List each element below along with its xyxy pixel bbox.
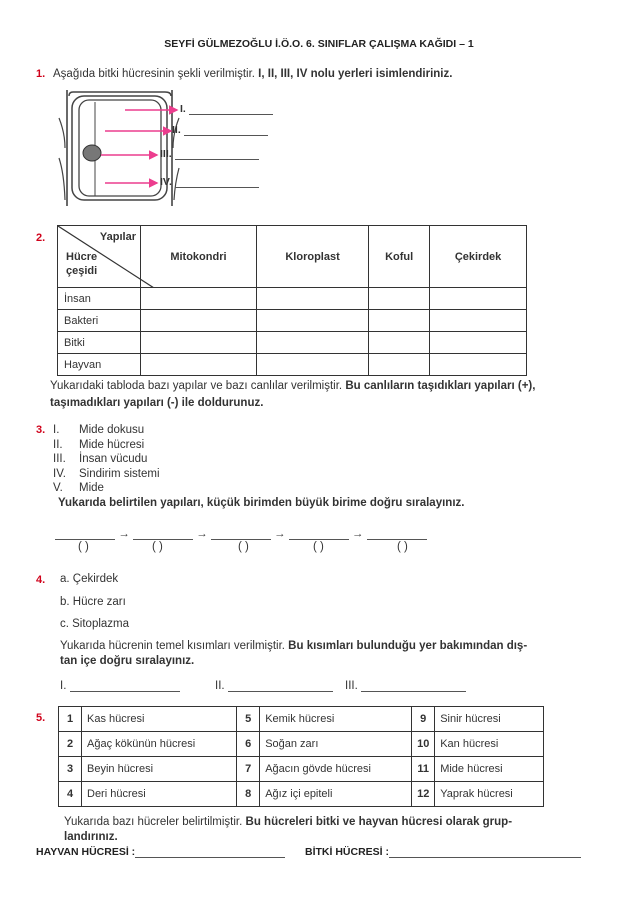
- label-II: II.: [172, 124, 268, 136]
- table-corner-header: Yapılar Hücre çeşidi: [58, 226, 141, 288]
- answer-cell[interactable]: [369, 310, 430, 332]
- paren-2[interactable]: ( ): [152, 541, 163, 553]
- paren-1[interactable]: ( ): [78, 541, 89, 553]
- cell-item: Mide hücresi: [435, 757, 544, 782]
- table-row: 4 Deri hücresi 8 Ağız içi epiteli 12 Yaprak hücresi: [59, 782, 544, 807]
- answer-blank-IV[interactable]: [175, 177, 259, 188]
- animal-cell-blank[interactable]: [135, 847, 285, 858]
- order-blank-2[interactable]: [133, 529, 193, 540]
- cell-item: Kas hücresi: [82, 707, 237, 732]
- cell-item: Ağaç kökünün hücresi: [82, 732, 237, 757]
- arrow-icon: →: [196, 528, 208, 540]
- answer-cell[interactable]: [430, 288, 527, 310]
- list-item: IV. Sindirim sistemi: [53, 467, 160, 480]
- cell-item: Ağız içi epiteli: [260, 782, 412, 807]
- order-answer-row: [55, 528, 427, 540]
- list-item: III. İnsan vücudu: [53, 453, 148, 465]
- animal-cell-answer: HAYVAN HÜCRESİ :: [36, 846, 285, 858]
- list-item: V. Mide: [53, 482, 104, 494]
- q4-item-b: b. Hücre zarı: [60, 596, 126, 608]
- table-row: 1 Kas hücresi 5 Kemik hücresi 9 Sinir hücresi: [59, 707, 544, 732]
- col-header-mitochondria: Mitokondri: [141, 226, 257, 288]
- plant-cell-blank[interactable]: [389, 847, 581, 858]
- structures-table: [57, 225, 527, 376]
- answer-cell[interactable]: [369, 332, 430, 354]
- answer-cell[interactable]: [256, 288, 368, 310]
- order-blank-5[interactable]: [367, 529, 427, 540]
- answer-cell[interactable]: [141, 354, 257, 376]
- arrow-icon: →: [351, 528, 364, 540]
- answer-blank[interactable]: [228, 681, 333, 692]
- answer-cell[interactable]: [256, 354, 368, 376]
- row-label: İnsan: [58, 288, 141, 310]
- order-blank-4[interactable]: [289, 529, 349, 540]
- question-5-text: Yukarıda bazı hücreler belirtilmiştir. Bu hücreleri bitki ve hayvan hücresi olarak grup- landırınız.: [64, 816, 513, 843]
- question-1-text: [53, 68, 452, 80]
- answer-cell[interactable]: [430, 310, 527, 332]
- table-row: 2 Ağaç kökünün hücresi 6 Soğan zarı 10 Kan hücresi: [59, 732, 544, 757]
- cell-item: Kan hücresi: [435, 732, 544, 757]
- answer-blank[interactable]: [361, 681, 466, 692]
- col-header-chloroplast: Kloroplast: [256, 226, 368, 288]
- list-item: I. Mide dokusu: [53, 424, 145, 436]
- question-5-number: 5.: [36, 712, 46, 724]
- answer-blank-II[interactable]: [184, 125, 268, 136]
- q4-blank-II: II.: [215, 680, 333, 692]
- table-row: [58, 354, 527, 376]
- plant-cell-answer: BİTKİ HÜCRESİ :: [305, 846, 581, 858]
- page-title: SEYFİ GÜLMEZOĞLU İ.Ö.O. 6. SINIFLAR ÇALIŞMA KAĞIDI – 1: [164, 38, 474, 50]
- question-3-number: 3.: [36, 424, 46, 436]
- cells-table: [58, 706, 544, 807]
- answer-cell[interactable]: [256, 332, 368, 354]
- row-label: Bitki: [58, 332, 141, 354]
- question-4-number: 4.: [36, 574, 46, 586]
- cell-item: Ağacın gövde hücresi: [260, 757, 412, 782]
- q4-item-c: c. Sitoplazma: [60, 618, 130, 630]
- question-1-text-bold: I, II, III, IV nolu yerleri isimlendiriniz.: [258, 68, 453, 80]
- answer-cell[interactable]: [430, 332, 527, 354]
- answer-cell[interactable]: [369, 354, 430, 376]
- answer-blank-III[interactable]: [175, 149, 259, 160]
- row-label: Hayvan: [58, 354, 141, 376]
- paren-5[interactable]: ( ): [397, 541, 408, 553]
- cell-item: Sinir hücresi: [435, 707, 544, 732]
- q4-blank-III: III.: [345, 680, 466, 692]
- cell-item: Soğan zarı: [260, 732, 412, 757]
- table-row: [58, 288, 527, 310]
- answer-cell[interactable]: [430, 354, 527, 376]
- table-row: [58, 310, 527, 332]
- answer-cell[interactable]: [256, 310, 368, 332]
- q4-item-a: a. Çekirdek: [60, 573, 119, 585]
- question-1-number: 1.: [36, 68, 46, 80]
- cell-item: Beyin hücresi: [82, 757, 237, 782]
- order-blank-3[interactable]: [211, 529, 271, 540]
- table-row: [58, 332, 527, 354]
- q4-blank-I: I.: [60, 680, 180, 692]
- question-1-text-normal: Aşağıda bitki hücresinin şekli verilmiştir.: [53, 68, 259, 80]
- arrow-icon: →: [274, 528, 286, 540]
- row-label: Bakteri: [58, 310, 141, 332]
- list-item: II. Mide hücresi: [53, 438, 145, 451]
- paren-3[interactable]: ( ): [238, 541, 249, 553]
- cell-item: Kemik hücresi: [260, 707, 412, 732]
- answer-cell[interactable]: [141, 310, 257, 332]
- col-header-nucleus: Çekirdek: [430, 226, 527, 288]
- label-I: I.: [180, 103, 273, 115]
- answer-blank[interactable]: [70, 681, 180, 692]
- question-4-text: Yukarıda hücrenin temel kısımları verilmiştir. Bu kısımları bulunduğu yer bakımından dış- tan içe doğru sıralayınız.: [60, 640, 528, 667]
- question-2-text: Yukarıdaki tabloda bazı yapılar ve bazı canlılar verilmiştir. Bu canlıların taşıdıkları yapıları (+), taşımadıkları yapıları (-) ile doldurunuz.: [50, 380, 536, 409]
- table-row: 3 Beyin hücresi 7 Ağacın gövde hücresi 11 Mide hücresi: [59, 757, 544, 782]
- paren-4[interactable]: ( ): [313, 541, 324, 553]
- answer-blank-I[interactable]: [189, 104, 273, 115]
- question-3-list: [53, 423, 160, 496]
- question-2-number: 2.: [36, 232, 46, 244]
- cell-item: Deri hücresi: [82, 782, 237, 807]
- arrow-icon: →: [118, 528, 130, 540]
- answer-cell[interactable]: [141, 332, 257, 354]
- neighbor-cell-left: [59, 118, 65, 200]
- col-header-vacuole: Koful: [369, 226, 430, 288]
- cell-item: Yaprak hücresi: [435, 782, 544, 807]
- question-3-instruction: Yukarıda belirtilen yapıları, küçük birimden büyük birime doğru sıralayınız.: [58, 497, 465, 509]
- answer-cell[interactable]: [369, 288, 430, 310]
- label-IV: IV.: [160, 176, 259, 188]
- label-III: III.: [160, 148, 259, 160]
- order-blank-1[interactable]: [55, 529, 115, 540]
- answer-cell[interactable]: [141, 288, 257, 310]
